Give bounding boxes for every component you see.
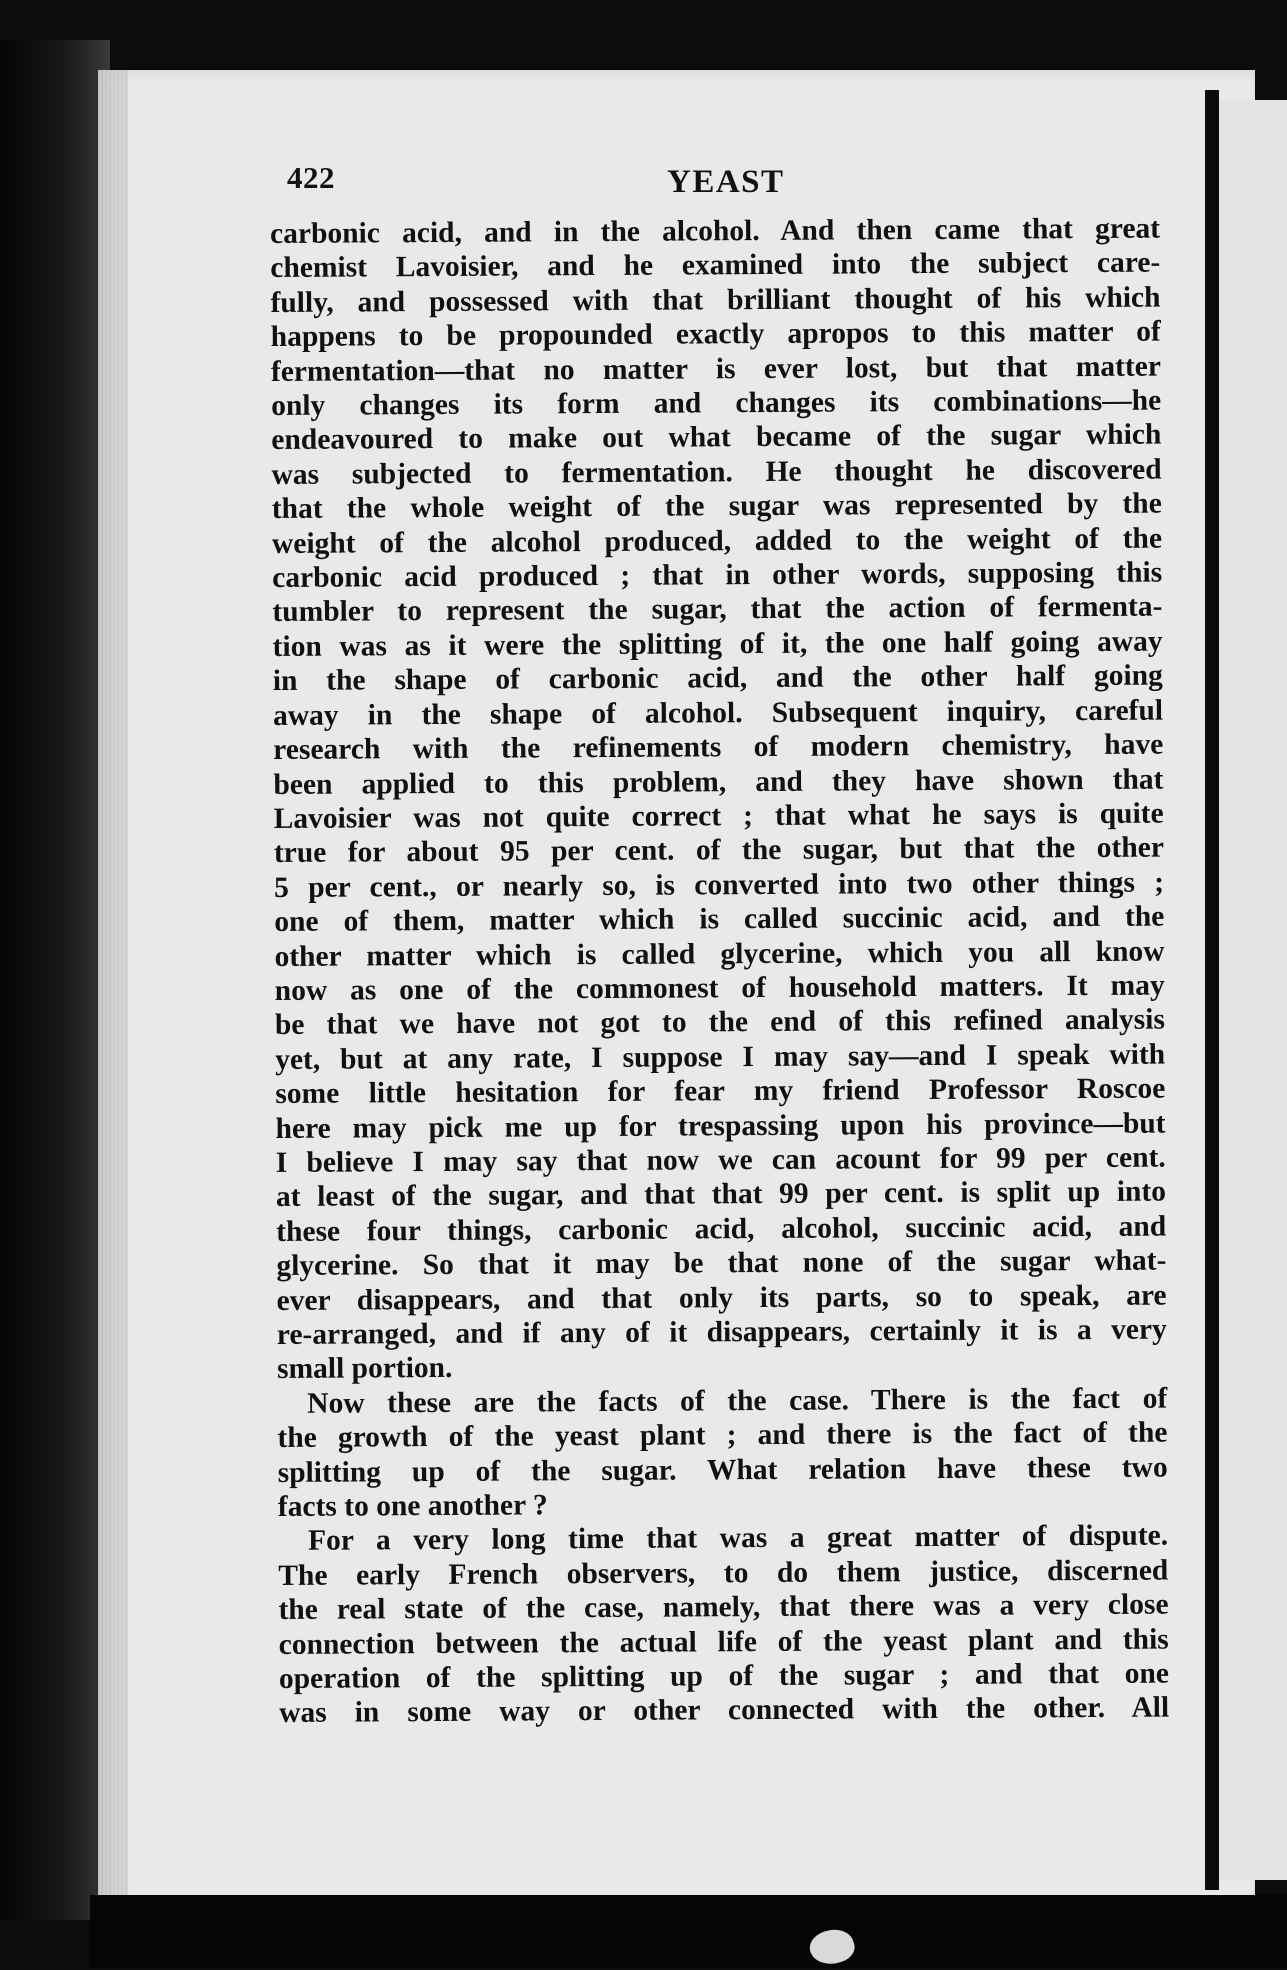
- text-line: some little hesitation for fear my friend Professor Roscoe: [275, 1072, 1166, 1111]
- text-line: ever disappears, and that only its parts, so to speak, are: [276, 1279, 1167, 1317]
- facing-page-edge: [1219, 100, 1287, 1880]
- text-line: was in some way or other connected with the other. All: [279, 1692, 1170, 1730]
- text-line: fully, and possessed with that brilliant thought of his which: [270, 281, 1161, 319]
- text-line: been applied to this problem, and they have shown that: [273, 763, 1164, 801]
- text-line: The early French observers, to do them justice, discerned: [278, 1554, 1169, 1592]
- text-line: operation of the splitting up of the sugar ; and that one: [278, 1657, 1170, 1696]
- text-line: the real state of the case, namely, that there was a very close: [278, 1588, 1169, 1627]
- page-edge-stack: [98, 70, 128, 1908]
- scan-bottom-border: [90, 1895, 1287, 1968]
- text-line: endeavoured to make out what became of the sugar which: [271, 418, 1162, 457]
- text-line: chemist Lavoisier, and he examined into the subject care-: [270, 246, 1161, 285]
- page-header: [287, 160, 1147, 210]
- text-line: tumbler to represent the sugar, that the action of fermenta-: [272, 591, 1163, 629]
- text-line: the growth of the yeast plant ; and there is the fact of the: [277, 1416, 1168, 1455]
- text-line: research with the refinements of modern chemistry, have: [273, 728, 1164, 767]
- text-line: carbonic acid, and in the alcohol. And then came that great: [270, 212, 1161, 250]
- text-line: glycerine. So that it may be that none of the sugar what-: [276, 1244, 1167, 1283]
- text-line: Lavoisier was not quite correct ; that what he says is quite: [273, 797, 1164, 835]
- text-line: now as one of the commonest of household matters. It may: [274, 969, 1165, 1007]
- text-line: I believe I may say that now we can acount for 99 per cent.: [275, 1141, 1166, 1179]
- text-line: be that we have not got to the end of this refined analysis: [274, 1003, 1166, 1042]
- book-gutter-shadow: [0, 40, 110, 1920]
- text-line: weight of the alcohol produced, added to the weight of the: [271, 522, 1163, 560]
- text-line: only changes its form and changes its combinations—he: [271, 384, 1162, 423]
- text-line: these four things, carbonic acid, alcohol, succinic acid, and: [276, 1210, 1167, 1248]
- text-line: away in the shape of alcohol. Subsequent inquiry, careful: [272, 694, 1164, 732]
- text-line: carbonic acid produced ; that in other words, supposing this: [272, 556, 1163, 595]
- text-line: Now these are the facts of the case. There is the fact of: [307, 1382, 1168, 1420]
- text-line: splitting up of the sugar. What relation have these two: [277, 1451, 1168, 1489]
- text-line: fermentation—that no matter is ever lost, but that matter: [270, 350, 1162, 388]
- text-line: yet, but at any rate, I suppose I may say—and I speak with: [275, 1038, 1166, 1076]
- text-line: happens to be propounded exactly apropos to this matter of: [270, 315, 1161, 354]
- text-line: For a very long time that was a great matter of dispute.: [307, 1519, 1169, 1558]
- text-line: small portion.: [276, 1352, 453, 1386]
- text-line: in the shape of carbonic acid, and the other half going: [272, 659, 1163, 698]
- body-text: [270, 212, 1169, 1731]
- text-line: tion was as it were the splitting of it, the one half going away: [272, 625, 1163, 663]
- text-line: at least of the sugar, and that that 99 per cent. is split up into: [275, 1175, 1167, 1214]
- text-line: one of them, matter which is called succinic acid, and the: [274, 900, 1165, 939]
- text-line: facts to one another ?: [277, 1489, 548, 1524]
- text-line: here may pick me up for trespassing upon his province—but: [275, 1107, 1166, 1145]
- text-line: re-arranged, and if any of it disappears, certainly it is a very: [276, 1313, 1167, 1351]
- text-line: that the whole weight of the sugar was represented by the: [271, 487, 1162, 526]
- facing-page-gutter: [1205, 90, 1219, 1890]
- text-line: true for about 95 per cent. of the sugar, but that the other: [273, 831, 1164, 870]
- text-line: other matter which is called glycerine, which you all know: [274, 935, 1165, 973]
- text-line: was subjected to fermentation. He thought he discovered: [271, 453, 1162, 491]
- text-line: 5 per cent., or nearly so, is converted into two other things ;: [273, 866, 1165, 904]
- running-head: YEAST: [667, 164, 785, 200]
- text-line: connection between the actual life of the yeast plant and this: [278, 1623, 1169, 1661]
- page-number: 422: [287, 160, 335, 195]
